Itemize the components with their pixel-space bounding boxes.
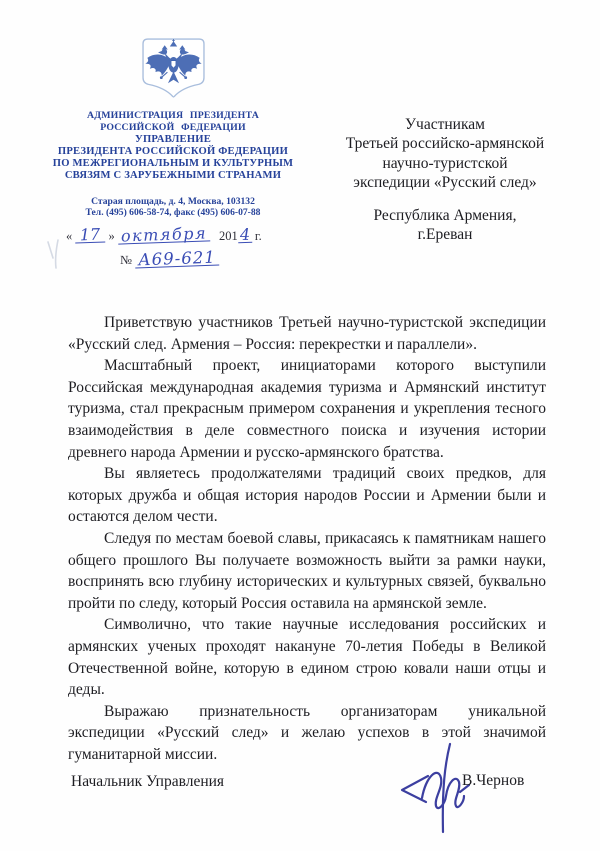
letter-body xyxy=(68,312,546,765)
addressee-location-line: г.Ереван xyxy=(417,226,473,244)
signer-position-title: Начальник Управления xyxy=(71,773,225,790)
date-year-suffix: г. xyxy=(254,229,262,243)
letterhead-organization xyxy=(48,110,298,133)
date-line xyxy=(66,223,286,246)
date-open-quote: « xyxy=(66,229,73,243)
letterhead-address xyxy=(48,197,298,218)
body-paragraph: Масштабный проект, инициаторами которого выступили Российская международная академия туризма и Армянский институт туризма, стал прекрасным примером сохранения и укрепления тесного взаимодействия в деле совместного поиска и изучения истории древнего народа Армении и русско-армянского братства. xyxy=(68,357,546,461)
letterhead-org-line: РОССИЙСКОЙ ФЕДЕРАЦИИ xyxy=(100,121,246,133)
addressee-line: Третьей российско-армянской xyxy=(345,135,545,153)
addressee-line: научно-туристской xyxy=(382,154,508,172)
letterhead-address-line: Старая площадь, д. 4, Москва, 103132 xyxy=(91,196,255,207)
body-paragraph: Вы являетесь продолжателями традиций своих предков, для которых дружба и общая история народов России и Армении были и остаются делом чести. xyxy=(68,465,546,526)
letterhead-dept-line: СВЯЗЯМ С ЗАРУБЕЖНЫМИ СТРАНАМИ xyxy=(64,169,282,181)
letterhead-dept-line: ПО МЕЖРЕГИОНАЛЬНЫМ И КУЛЬТУРНЫМ xyxy=(52,157,294,169)
signer-name: В.Чернов xyxy=(462,772,525,789)
date-year-handwritten: 4 xyxy=(239,224,251,245)
letterhead-dept-line: ПРЕЗИДЕНТА РОССИЙСКОЙ ФЕДЕРАЦИИ xyxy=(57,145,289,157)
addressee-line: Участникам xyxy=(405,116,485,133)
letterhead-department xyxy=(40,134,306,182)
letterhead-dept-line: УПРАВЛЕНИЕ xyxy=(135,134,211,145)
body-paragraph: Приветствую участников Третьей научно-туристской экспедиции «Русский след. Армения – Россия: перекрестки и параллели». xyxy=(68,314,546,353)
number-handwritten: А69-621 xyxy=(135,250,220,269)
body-paragraph: Следуя по местам боевой славы, прикасаясь к памятникам нашего общего прошлого Вы получаете возможность выйти за рамки науки, воспринять всю глубину исторических и культурных связей, буквально пройти по следу, который Россия оставила на армянской земле. xyxy=(68,529,546,612)
date-close-quote: » xyxy=(108,229,115,243)
letterhead-address-line: Тел. (495) 606-58-74, факс (495) 606-07-88 xyxy=(85,206,261,218)
addressee-line: экспедиции «Русский след» xyxy=(353,173,537,191)
date-year-printed: 201 xyxy=(219,229,238,243)
letterhead-org-line: АДМИНИСТРАЦИЯ ПРЕЗИДЕНТА xyxy=(87,110,259,121)
addressee-block xyxy=(330,115,560,245)
number-line xyxy=(120,247,280,270)
body-paragraph: Символично, что такие научные исследования российских и армянских ученых проходят накануне 70-летия Победы в Великой Отечественной войне, которую в едином строю ковали наши отцы и деды. xyxy=(68,616,546,699)
date-month-handwritten: октября xyxy=(118,225,211,244)
date-day-handwritten: 17 xyxy=(75,226,106,243)
number-label: № xyxy=(120,253,132,267)
body-paragraph: Выражаю признательность организаторам уникальной экспедиции «Русский след» и желаю успехов в этой значимой гуманитарной миссии. xyxy=(68,702,546,763)
handwritten-signature xyxy=(398,740,470,835)
coat-of-arms-icon xyxy=(139,37,208,102)
pencil-mark xyxy=(44,238,64,270)
addressee-location-line: Республика Армения, xyxy=(373,207,517,225)
